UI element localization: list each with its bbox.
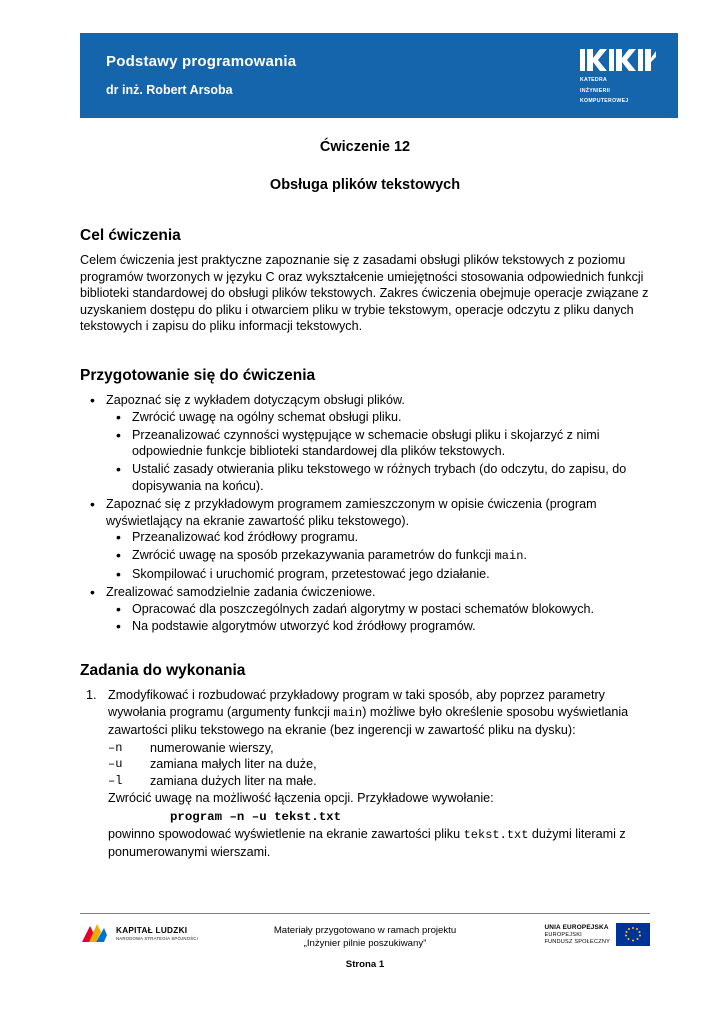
- list-item-label: Zapoznać się z przykładowym programem zamieszczonym w opisie ćwiczenia (program wyświetlający na ekranie zawartość pliku tekstowego).: [106, 496, 597, 528]
- option-row: [108, 756, 650, 773]
- bullet-icon: •: [116, 426, 121, 443]
- list-item: [106, 461, 650, 495]
- option-row: [108, 773, 650, 790]
- list-item: [106, 529, 650, 546]
- task-note-before: Zwrócić uwagę na możliwość łączenia opcji. Przykładowe wywołanie:: [108, 790, 494, 805]
- task-code-main: main: [333, 705, 363, 720]
- kapital-ludzki-text: [116, 926, 198, 942]
- page-header: [80, 33, 678, 118]
- task-number: 1.: [86, 688, 97, 703]
- task-note-after-part2: dużymi literami z ponumerowanymi wierszami.: [108, 826, 626, 859]
- footer-project-note: [255, 924, 475, 950]
- eu-line-2: EUROPEJSKI: [544, 931, 582, 938]
- list-item-label: Zwrócić uwagę na ogólny schemat obsługi pliku.: [132, 409, 402, 424]
- task-note-after-part1: powinno spowodować wyświetlenie na ekranie zawartości pliku: [108, 826, 464, 841]
- eu-flag-icon: [616, 923, 650, 946]
- eu-logo-block: [475, 923, 650, 946]
- list-item: [106, 547, 650, 565]
- bullet-icon: •: [90, 495, 95, 512]
- goal-paragraph: Celem ćwiczenia jest praktyczne zapoznanie się z zasadami obsługi plików tekstowych z poziomu programów tworzonych w języku C oraz wykształcenie umiejętności stosowania odpowiednich funkcji biblioteki standardowej do obsługi plików tekstowych. Zakres ćwiczenia obejmuje operacje związane z uzyskaniem dostępu do pliku i otwarciem pliku w trybie tekstowym, operacje odczytu z pliku danych tekstowych i zapisu do pliku informacji tekstowych.: [80, 253, 649, 334]
- list-item: [106, 409, 650, 426]
- logo-caption-line-3: KOMPUTEROWEJ: [580, 98, 629, 105]
- bullet-icon: •: [116, 565, 121, 582]
- list-item-label: Zwrócić uwagę na sposób przekazywania parametrów do funkcji main.: [132, 548, 527, 564]
- footer-divider: [80, 913, 650, 914]
- exercise-title: Ćwiczenie 12: [319, 139, 411, 155]
- list-item-label: Skompilować i uruchomić program, przetestować jego działanie.: [132, 566, 490, 581]
- kapital-ludzki-subtitle: NARODOWA STRATEGIA SPÓJNOŚCI: [116, 936, 198, 942]
- option-desc: zamiana małych liter na duże,: [150, 757, 317, 772]
- course-title: Podstawy programowania: [106, 53, 297, 70]
- bullet-icon: •: [90, 583, 95, 600]
- list-item: [106, 427, 650, 461]
- section-heading-tasks: Zadania do wykonania: [80, 662, 246, 680]
- exercise-subtitle: Obsługa plików tekstowych: [269, 177, 461, 193]
- list-item-label: Opracować dla poszczególnych zadań algorytmy w postaci schematów blokowych.: [132, 601, 594, 616]
- kapital-ludzki-logo: [80, 922, 255, 946]
- eu-line-1: UNIA EUROPEJSKA: [544, 923, 609, 931]
- instructor-name: dr inż. Robert Arsoba: [106, 83, 233, 97]
- logo-caption-line-2: INŻYNIERII: [580, 87, 611, 94]
- option-flag: –u: [108, 757, 123, 772]
- bullet-icon: •: [116, 618, 121, 635]
- task-note-after: [108, 826, 650, 861]
- task-item: [80, 687, 650, 860]
- preparation-sublist-3: [106, 601, 650, 636]
- section-heading-goal: Cel ćwiczenia: [80, 227, 181, 244]
- preparation-list: [80, 392, 650, 635]
- list-item-label: Na podstawie algorytmów utworzyć kod źródłowy programów.: [132, 619, 476, 634]
- eu-logo-text: [544, 924, 610, 946]
- department-logo: [580, 33, 678, 105]
- bullet-icon: •: [116, 529, 121, 546]
- list-item: [80, 392, 650, 495]
- option-desc: numerowanie wierszy,: [150, 740, 274, 755]
- list-item: [106, 566, 650, 583]
- bullet-icon: •: [116, 408, 121, 425]
- list-item-label: Ustalić zasady otwierania pliku tekstowego w różnych trybach (do odczytu, do zapisu, do dopisywania na końcu).: [132, 462, 627, 493]
- document-content: [80, 137, 650, 860]
- bullet-icon: •: [116, 461, 121, 478]
- eu-line-3: FUNDUSZ SPOŁECZNY: [544, 938, 610, 945]
- preparation-sublist-1: [106, 409, 650, 495]
- task-options-list: [108, 740, 650, 790]
- list-item: [106, 618, 650, 635]
- page-number: Strona 1: [345, 959, 385, 970]
- list-item: [106, 601, 650, 618]
- footer-note-line-2: „Inżynier pilnie poszukiwany”: [303, 938, 427, 949]
- footer-note-line-1: Materiały przygotowano w ramach projektu: [273, 925, 457, 936]
- task-example-command: program –n –u tekst.txt: [170, 809, 342, 824]
- kapital-ludzki-title: KAPITAŁ LUDZKI: [116, 926, 188, 936]
- bullet-icon: •: [90, 391, 95, 408]
- list-item: [80, 496, 650, 583]
- tasks-list: [80, 687, 650, 860]
- kapital-ludzki-icon: [80, 922, 110, 946]
- list-item-label: Przeanalizować czynności występujące w schemacie obsługi pliku i skojarzyć z nimi odpowiednie funkcje biblioteki standardowej dla plików tekstowych.: [132, 427, 600, 459]
- bullet-icon: •: [116, 547, 121, 564]
- bullet-icon: •: [116, 600, 121, 617]
- logo-caption-line-1: KATEDRA: [580, 77, 608, 83]
- option-flag: –n: [108, 740, 123, 755]
- list-item-label: Przeanalizować kod źródłowy programu.: [132, 530, 359, 545]
- list-item-label: Zrealizować samodzielnie zadania ćwiczeniowe.: [106, 584, 376, 599]
- option-row: [108, 740, 650, 757]
- list-item-label: Zapoznać się z wykładem dotyczącym obsługi plików.: [106, 392, 405, 407]
- option-desc: zamiana dużych liter na małe.: [150, 774, 317, 789]
- page-footer: [80, 922, 650, 950]
- task-note-filename: tekst.txt: [463, 827, 529, 842]
- preparation-sublist-2: [106, 529, 650, 582]
- section-heading-preparation: Przygotowanie się do ćwiczenia: [80, 366, 316, 384]
- task-text-before: Zmodyfikować i rozbudować przykładowy program w taki sposób, aby poprzez parametry wywołania programu (argumenty funkcji: [108, 688, 605, 719]
- option-flag: –l: [108, 774, 123, 789]
- list-item: [80, 584, 650, 635]
- kik-logo-icon: [580, 47, 656, 73]
- header-text-block: [80, 33, 296, 98]
- task-text-after: ) możliwe było określenie sposobu wyświetlania zawartości pliku tekstowego na ekranie (bez ingerencji w zawartość pliku na dysku):: [108, 704, 629, 737]
